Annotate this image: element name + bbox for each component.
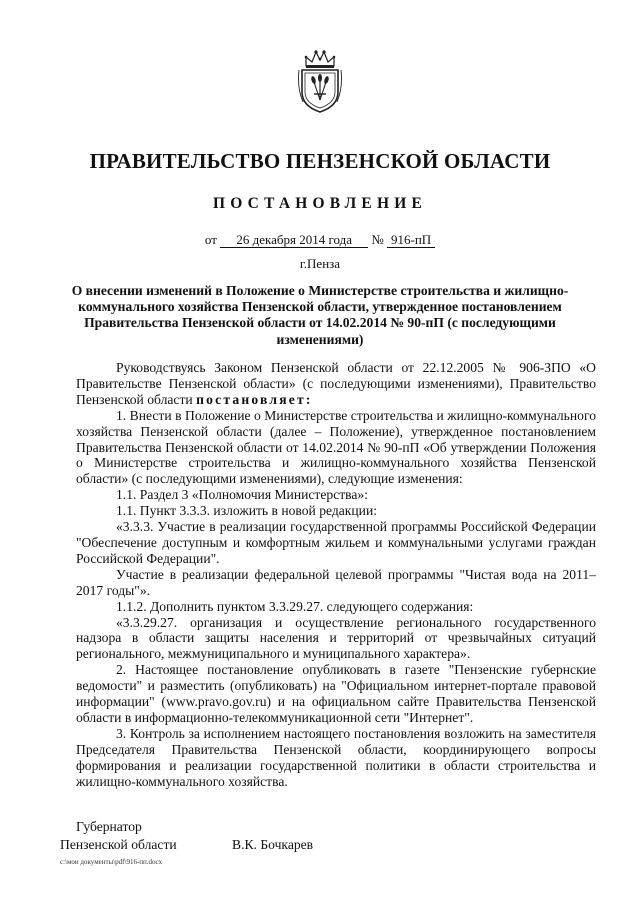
paragraph-3-3-29-27: «3.3.29.27. организация и осуществление регионального государственного надзора в области защиты населения и территорий от чрезвычайных ситуаций регионального, межмуниципального и муниципального характера». — [76, 614, 596, 662]
document-date: 26 декабря 2014 года — [220, 233, 368, 248]
file-path-footer: c:\мои документы\pdf\916-пп.docx — [60, 858, 163, 866]
paragraph-3: 3. Контроль за исполнением настоящего постановления возложить на заместителя Председателя Правительства Пензенской области, координирующего вопросы формирования и реализации государственной политики в области строительства и жилищно-коммунального хозяйства. — [76, 725, 596, 789]
paragraph-1: 1. Внести в Положение о Министерстве строительства и жилищно-коммунального хозяйства Пензенской области (далее – Положение), утвержденное постановлением Правительства Пензенской области от 14.02.2014 № 90-пП «Об утверждении Положения о Министерстве строительства и жилищно-коммунального хозяйства Пензенской области» (с последующими изменениями), следующие изменения: — [76, 407, 596, 487]
paragraph-3-3-3: «3.3.3. Участие в реализации государственной программы Российской Федерации "Обеспечение доступным и комфортным жильем и коммунальными услугами граждан Российской Федерации". — [76, 519, 596, 566]
date-prefix: от — [204, 232, 217, 247]
paragraph-1-1-2: 1.1.2. Дополнить пунктом 3.3.29.27. следующего содержания: — [116, 598, 474, 614]
paragraph-preamble — [76, 360, 596, 408]
paragraph-1-1-1: 1.1. Пункт 3.3.3. изложить в новой редакции: — [116, 503, 378, 519]
signatory-name: В.К. Бочкарев — [232, 837, 314, 852]
organization-title: ПРАВИТЕЛЬСТВО ПЕНЗЕНСКОЙ ОБЛАСТИ — [89, 149, 551, 173]
document-type: ПОСТАНОВЛЕНИЕ — [212, 195, 428, 212]
preamble-text: Руководствуясь Законом Пензенской области от 22.12.2005 № 906-ЗПО «О Правительстве Пензенской области» (с последующими изменениями), Правительство Пензенской области — [76, 360, 596, 407]
signatory-title: Губернатор — [76, 819, 142, 834]
decree-word: постановляет: — [196, 391, 313, 407]
resolution-body — [76, 360, 596, 789]
signatory-region: Пензенской области — [60, 837, 177, 852]
document-date-number — [0, 232, 640, 248]
paragraph-2: 2. Настоящее постановление опубликовать в газете "Пензенские губернские ведомости" и разместить (опубликовать) на "Официальном интернет-портале правовой информации" (www.pravo.gov.ru) и на официальном сайте Правительства Пензенской области в информационно-телекоммуникационной сети "Интернет". — [76, 662, 596, 725]
paragraph-1-1: 1.1. Раздел 3 «Полномочия Министерства»: — [116, 487, 369, 503]
number-prefix: № — [371, 232, 384, 247]
document-number: 916-пП — [387, 233, 435, 248]
penza-coat-of-arms-icon — [297, 48, 343, 114]
city: г.Пенза — [299, 256, 341, 271]
resolution-title: О внесении изменений в Положение о Министерстве строительства и жилищно-коммунального хозяйства Пензенской области, утвержденное постановлением Правительства Пензенской области от 14.02.2014 № 90-пП (с последующими изменениями) — [71, 283, 569, 347]
paragraph-3-3-3-cont: Участие в реализации федеральной целевой программы "Чистая вода на 2011–2017 годы"». — [76, 566, 596, 598]
